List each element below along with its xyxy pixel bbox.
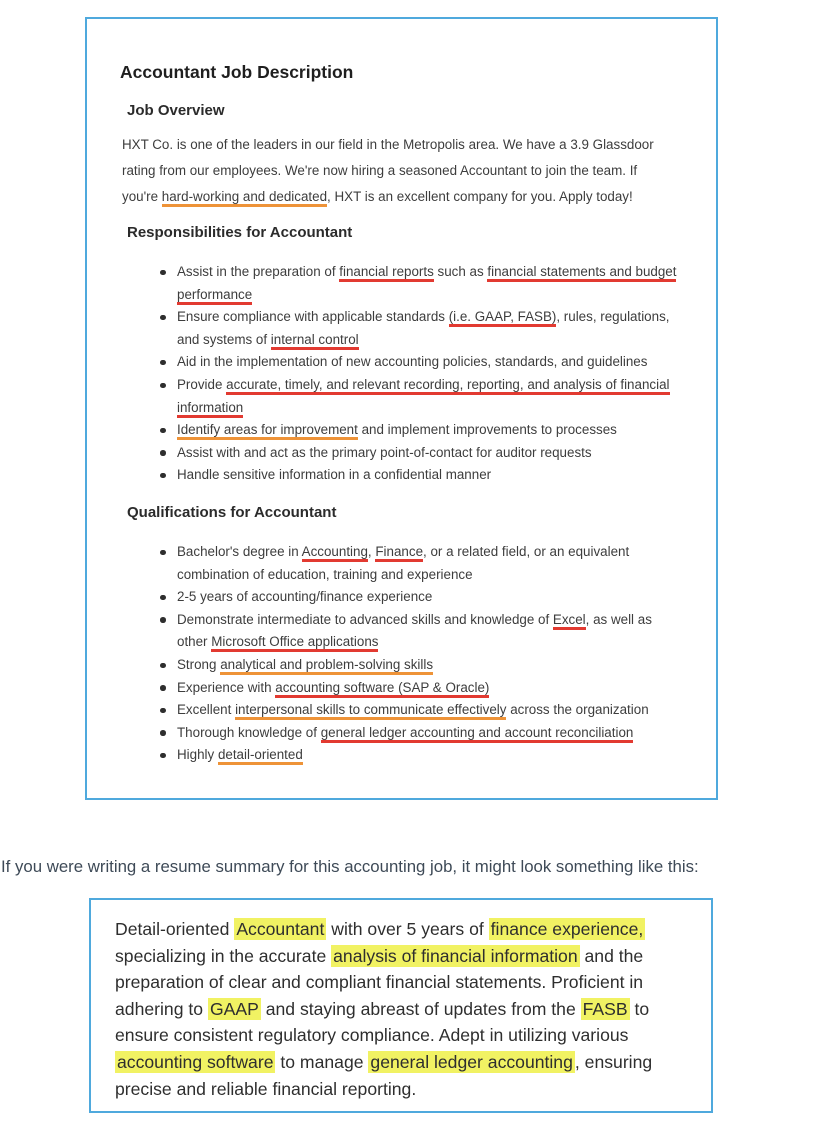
red-underlined-text: accounting software (SAP & Oracle) [275,680,489,698]
resume-summary-card [89,898,713,1113]
responsibilities-list [87,261,716,487]
section-heading-job-overview: Job Overview [127,102,225,119]
bullet-item [177,442,706,465]
text-segment: , rules, regulations, and systems of [177,309,670,347]
orange-underlined-text: interpersonal skills to communicate effectively [235,702,506,720]
job-description-card [85,17,718,800]
article-caption: If you were writing a resume summary for this accounting job, it might look something like this: [1,856,699,876]
text-segment: , [367,543,376,559]
text-segment: 2-5 years of accounting/finance experience [177,589,433,605]
text-segment: , or a related field, or an equivalent combination of education, training and experience [177,543,630,582]
text-segment: specializing in the accurate [115,945,332,966]
text-segment: Thorough knowledge of [177,724,321,740]
text-segment: Ensure compliance with applicable standards [177,309,449,325]
bullet-item [177,306,706,351]
qualifications-list [87,541,716,767]
bullet-item [177,722,706,745]
text-segment: , HXT is an excellent company for you. Apply today! [327,189,633,204]
red-underlined-text: (i.e. GAAP, FASB) [449,309,557,327]
job-overview-paragraph [122,132,694,210]
bullet-item [177,677,706,700]
bullet-item [177,699,706,722]
highlighted-text: GAAP [209,998,259,1019]
text-segment: Assist in the preparation of [177,264,340,279]
bullet-item [177,351,706,374]
text-segment: Strong [177,656,221,672]
red-underlined-text: Microsoft Office applications [211,634,378,652]
section-heading-responsibilities: Responsibilities for Accountant [127,224,353,241]
resume-summary-text [115,916,693,1102]
red-underlined-text: financial statements and budget performance [177,264,676,305]
bullet-item [177,261,706,306]
text-segment: to manage [275,1051,369,1072]
text-segment: Provide [177,376,227,392]
highlighted-text: accounting software [117,1051,274,1072]
bullet-item [177,419,706,442]
text-segment: Highly [177,747,218,763]
text-segment: Demonstrate intermediate to advanced skills and knowledge of [177,611,553,627]
red-underlined-text: financial reports [339,264,434,282]
text-segment: Experience with [177,679,276,695]
text-segment: HXT Co. is one of the leaders in our field in the Metropolis area. We have a 3.9 Glassdoor rating from our employees. We're now hiring a seasoned Accountant to join the team. If you're [122,137,654,204]
red-underlined-text: Finance [375,544,423,562]
red-underlined-text: general ledger accounting and account reconciliation [321,725,634,743]
red-underlined-text: Excel [553,612,586,630]
text-segment: Excellent [177,702,236,718]
bullet-item [177,541,706,586]
text-segment: and implement improvements to processes [357,422,617,438]
text-segment: , as well as other [177,611,652,650]
text-segment: Bachelor's degree in [177,543,302,559]
highlighted-text: general ledger accounting [370,1051,573,1072]
text-segment: to ensure consistent regulatory compliance. Adept in utilizing various [115,998,650,1046]
orange-underlined-text: analytical and problem-solving skills [220,657,433,675]
orange-underlined-text: detail-oriented [218,747,303,765]
section-heading-qualifications: Qualifications for Accountant [127,503,337,521]
text-segment: across the organization [506,702,649,718]
red-underlined-text: internal control [271,332,359,350]
red-underlined-text: Accounting [302,544,368,562]
text-segment: Handle sensitive information in a confidential manner [177,467,492,483]
bullet-item [177,609,706,654]
highlighted-text: analysis of financial information [333,945,578,966]
bullet-item [177,586,706,609]
text-segment: Assist with and act as the primary point-of-contact for auditor requests [177,444,592,460]
highlighted-text: FASB [582,998,628,1019]
bullet-item [177,654,706,677]
orange-underlined-text: Identify areas for improvement [177,422,358,440]
text-segment: , ensuring precise and reliable financial reporting. [115,1051,653,1099]
text-segment: Detail-oriented [115,919,235,939]
bullet-item [177,744,706,767]
job-card-title: Accountant Job Description [120,62,354,82]
orange-underlined-text: hard-working and dedicated [162,189,327,207]
bullet-item [177,464,706,487]
highlighted-text: finance experience, [490,919,644,939]
text-segment: with over 5 years of [326,919,489,939]
red-underlined-text: accurate, timely, and relevant recording, reporting, and analysis of financial information [177,377,670,418]
text-segment: and staying abreast of updates from the [260,998,581,1019]
bullet-item [177,374,706,419]
highlighted-text: Accountant [236,919,325,939]
text-segment: and the preparation of clear and compliant financial statements. Proficient in adhering to [115,945,644,1019]
text-segment: such as [433,264,488,279]
text-segment: Aid in the implementation of new accounting policies, standards, and guidelines [177,354,648,370]
